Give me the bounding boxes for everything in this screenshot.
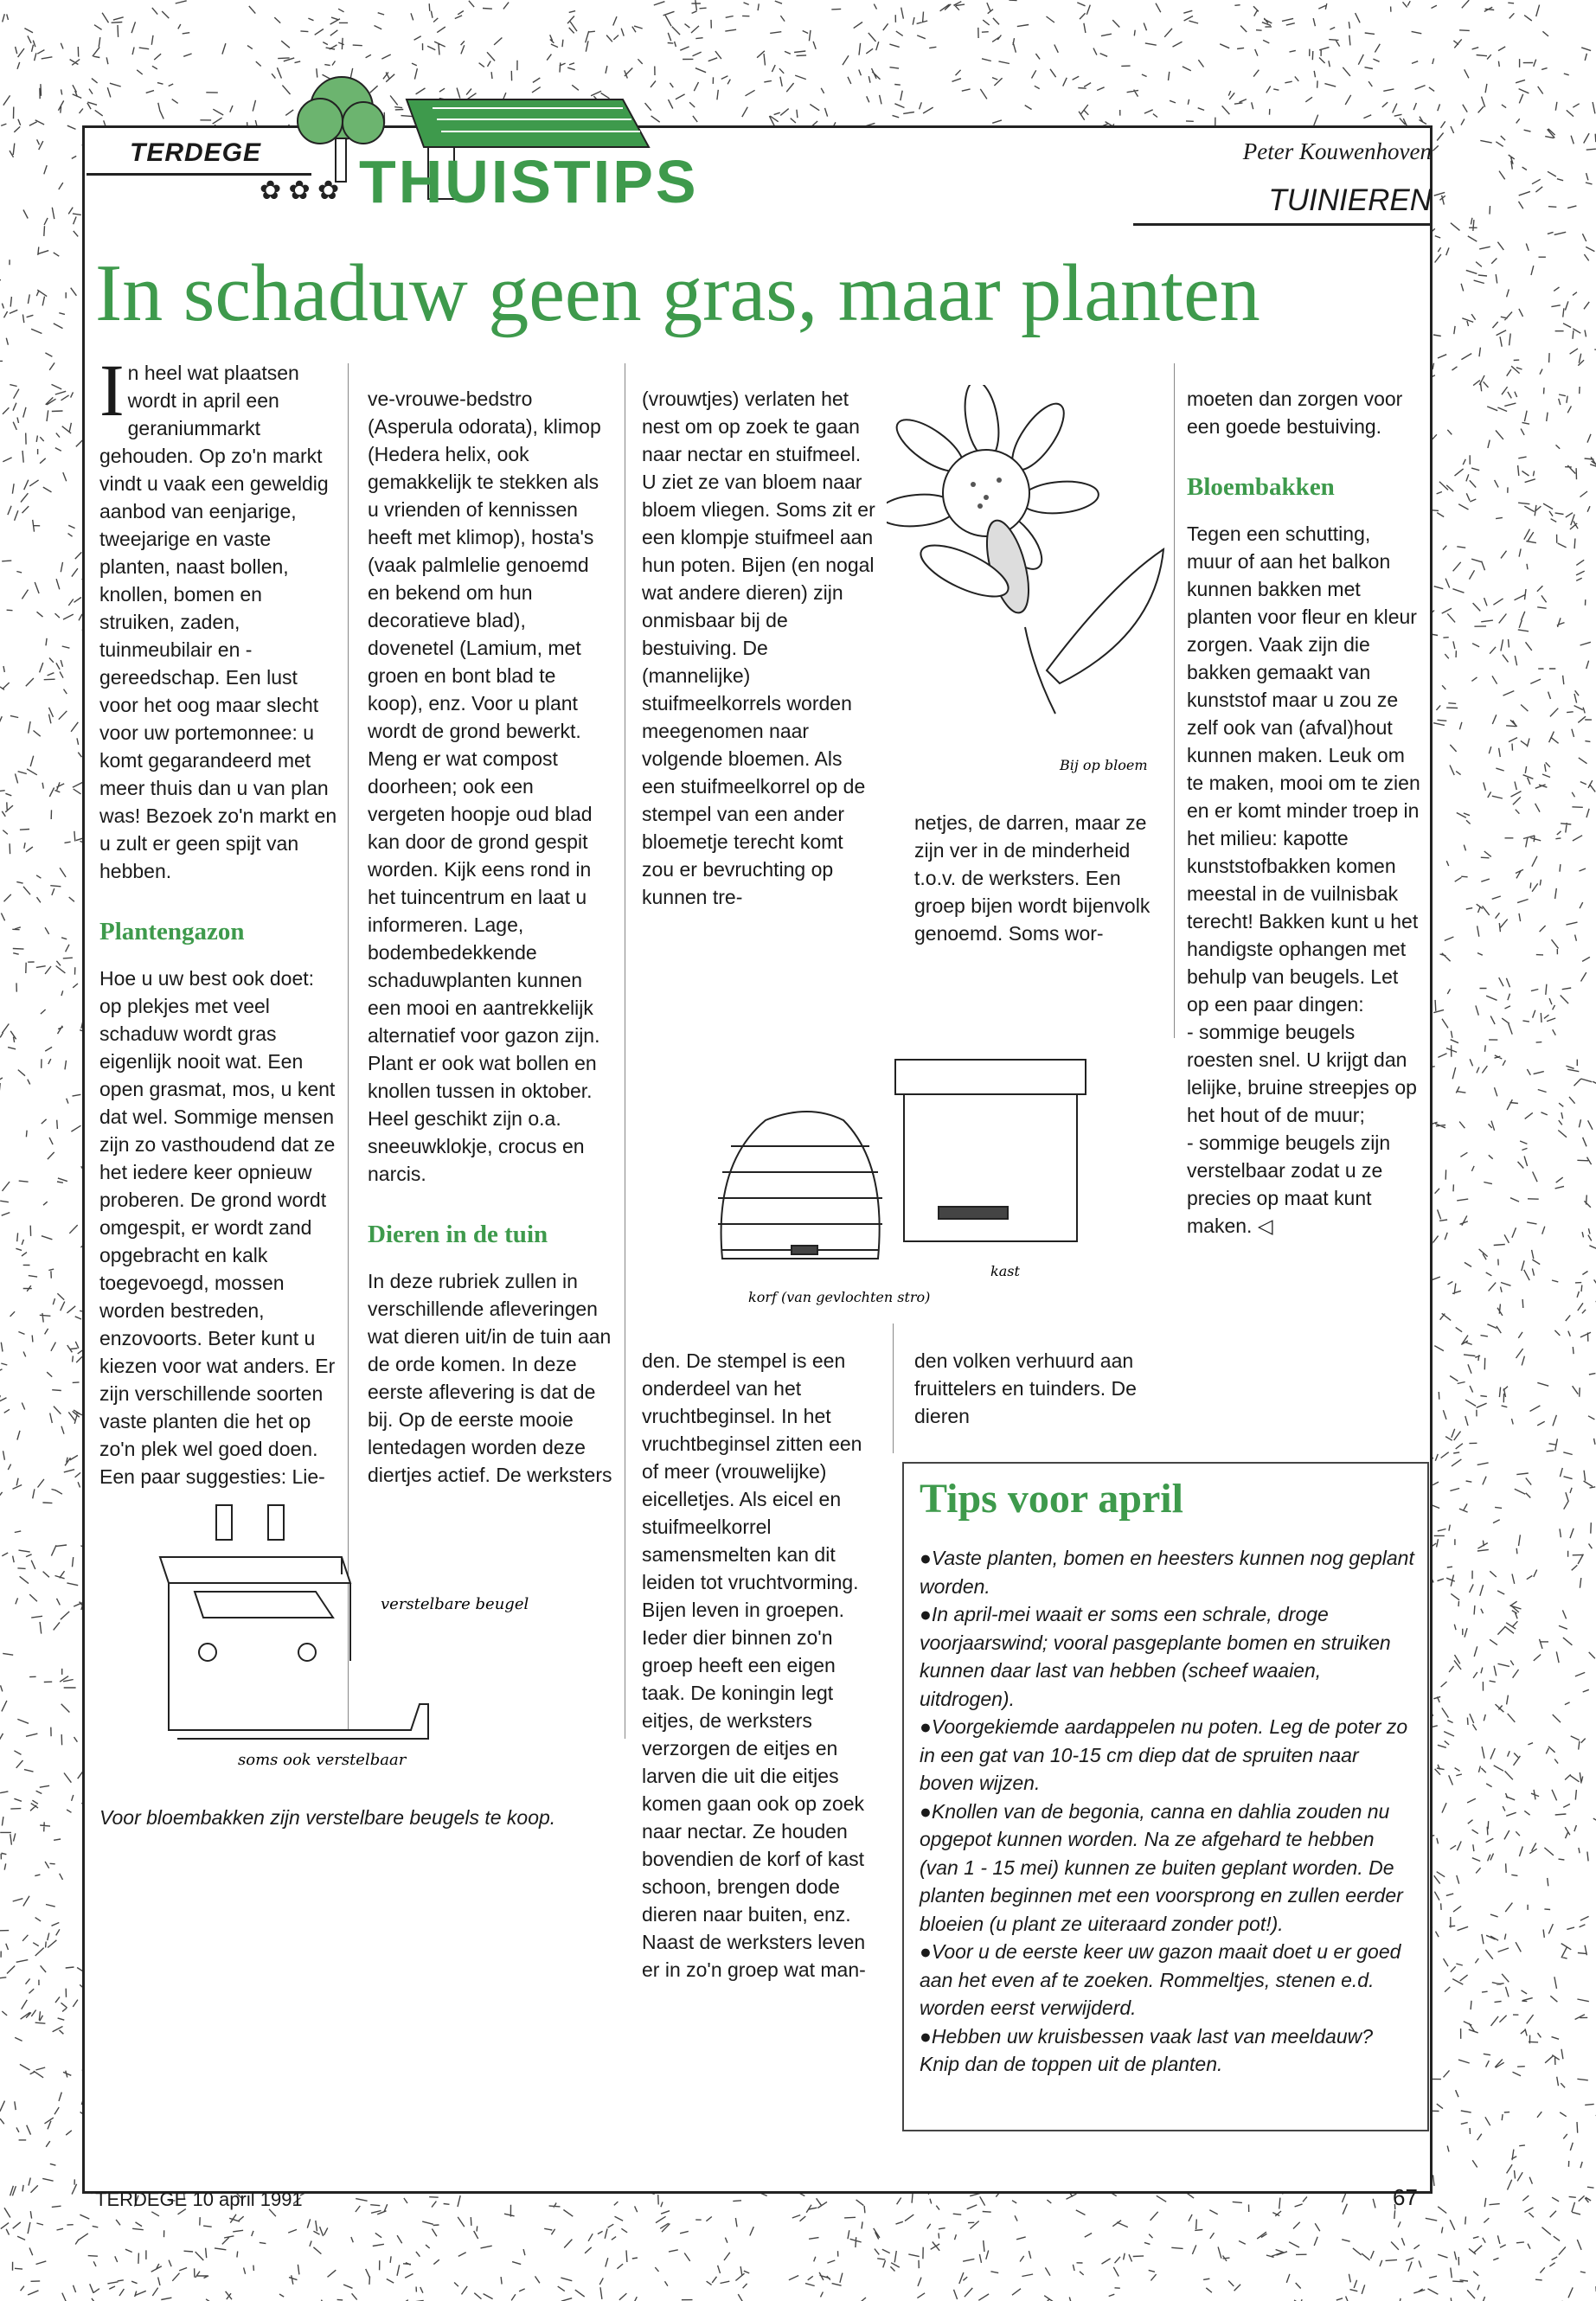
bees-paragraph-1: (vrouwtjes) verlaten het nest om op zoek te gaan naar nectar en stuifmeel. U ziet ze van bloem naar bloem vliegen. Soms zit er een klompje stuifmeel aan hun poten. Bijen (en nogal wat andere dieren) zijn onmisbaar bij de bestuiving. De (mannelijke) stuifmeelkorrels worden meegenomen naar volgende bloemen. Als een stuifmeelkorrel op de stempel van een ander bloemetje terecht komt zou er bevruchting op kunnen tre- bbox=[642, 388, 875, 908]
heading-dieren: Dieren in de tuin bbox=[368, 1221, 548, 1248]
bracket-illustration bbox=[143, 1488, 575, 1773]
tip-item: ●Knollen van de begonia, canna en dahlia zouden nu opgepot kunnen worden. Na ze afgehard te hebben (van 1 - 15 mei) kunnen ze buiten geplant worden. De planten beginnen met een voorsprong en zullen eerder bloeien (u plant ze uiteraard zonder pot!). bbox=[920, 1799, 1403, 1935]
drop-cap: I bbox=[99, 349, 125, 432]
column-rule bbox=[893, 1324, 894, 1453]
logo-title: THUISTIPS bbox=[359, 148, 699, 215]
tip-item: ●Vaste planten, bomen en heesters kunnen nog geplant worden. bbox=[920, 1547, 1414, 1598]
column-4-mid bbox=[914, 809, 1165, 947]
column-3-top bbox=[642, 385, 880, 911]
bracket-tip-1: - sommige beugels roesten snel. U krijgt dan lelijke, bruine streepjes op het hout of de muur; bbox=[1187, 1021, 1417, 1126]
bee-on-flower-illustration bbox=[887, 385, 1181, 792]
tips-list bbox=[920, 1544, 1417, 2079]
brand-name: TERDEGE bbox=[130, 138, 262, 167]
bracket-sketch-label-2: soms ook verstelbaar bbox=[238, 1751, 407, 1769]
heading-plantengazon: Plantengazon bbox=[99, 918, 245, 945]
tips-title: Tips voor april bbox=[920, 1476, 1183, 1522]
intro-paragraph: n heel wat plaatsen wordt in april een geraniummarkt gehouden. Op zo'n markt vindt u vaak een geweldig aanbod van eenjarige, tweejarige en vaste planten, naast bollen, knollen, bomen en struiken, zaden, tuinmeubilair en -gereedschap. Een lust voor het oog maar slecht voor uw portemonnee: u komt gegarandeerd met meer thuis dan u van plan was! Bezoek zo'n markt en u zult er geen spijt van hebben. bbox=[99, 362, 337, 882]
heading-bloembakken: Bloembakken bbox=[1187, 473, 1335, 501]
pollination-paragraph: moeten dan zorgen voor een goede bestuiving. bbox=[1187, 388, 1403, 438]
bracket-tip-2: - sommige beugels zijn verstelbaar zodat u ze precies op maat kunt maken. ◁ bbox=[1187, 1131, 1391, 1237]
column-3-bottom bbox=[642, 1347, 880, 1984]
hive-sketch-label: korf (van gevlochten stro) bbox=[748, 1289, 931, 1305]
column-5 bbox=[1187, 385, 1420, 1240]
bracket-caption: Voor bloembakken zijn verstelbare beugels te koop. bbox=[99, 1806, 556, 1829]
box-sketch-label: kast bbox=[990, 1263, 1020, 1279]
groundcover-paragraph: ve-vrouwe-bedstro (Asperula odorata), klimop (Hedera helix, ook gemakkelijk te stekken als u vrienden of kennissen heeft met klimop), hosta's (vaak palmlelie genoemd en bekend om hun decoratieve blad), dovenetel (Lamium, met groen en bont blad te koop), enz. Voor u plant wordt de grond bewerkt. Meng er wat compost doorheen; ook een vergeten hoopje oud blad kan door de grond gespit worden. Kijk eens rond in het tuincentrum en laat u informeren. Lage, bodembedekkende schaduwplanten kunnen een mooi en aantrekkelijk alternatief voor gazon zijn. Plant er ook wat bollen en knollen tussen in oktober. Heel geschikt zijn o.a. sneeuwklokje, crocus en narcis. bbox=[368, 388, 601, 1185]
page-number: 67 bbox=[1393, 2184, 1418, 2210]
tip-item: ●Voor u de eerste keer uw gazon maait doet u er goed aan het even af te zoeken. Rommeltjes, stenen e.d. worden eerst verwijderd. bbox=[920, 1940, 1401, 2019]
tip-item: ●Voorgekiemde aardappelen nu poten. Leg de poter zo in een gat van 10-15 cm diep dat de spruiten naar boven wijzen. bbox=[920, 1715, 1408, 1794]
plantengazon-paragraph: Hoe u uw best ook doet: op plekjes met veel schaduw wordt gras eigenlijk nooit wat. Een open grasmat, mos, u kent dat wel. Sommige mensen zijn zo vasthoudend dat ze het iedere keer opnieuw proberen. De grond wordt omgespit, er wordt zand opgebracht en kalk toegevoegd, mossen worden bestreden, enzovoorts. Beter kunt u kiezen voor wat anders. Er zijn verschillende soorten vaste planten die het op zo'n plek wel goed doen. Een paar suggesties: Lie- bbox=[99, 967, 336, 1488]
tip-item: ●Hebben uw kruisbessen vaak last van meeldauw? Knip dan de toppen uit de planten. bbox=[920, 2024, 1374, 2075]
column-2 bbox=[368, 385, 614, 1489]
author-name: Peter Kouwenhoven bbox=[1242, 138, 1432, 164]
bees-paragraph-2: den. De stempel is een onderdeel van het vruchtbeginsel. In het vruchtbeginsel zitten een of meer (vrouwelijke) eicelletjes. Als eicel en stuifmeelkorrel samensmelten kan dit leiden tot vruchtvorming. Bijen leven in groepen. Ieder dier binnen zo'n groep heeft een eigen taak. De koningin legt eitjes, de werksters verzorgen de eitjes en larven die uit die eitjes komen gaan ook op zoek naar nectar. Ze houden bovendien de korf of kast schoon, brengen dode dieren naar buiten, enz. Naast de werksters leven er in zo'n groep wat man- bbox=[642, 1349, 866, 1981]
column-4-bottom bbox=[914, 1347, 1165, 1430]
flower-sketch-label: Bij op bloem bbox=[1060, 757, 1148, 773]
rental-paragraph: den volken verhuurd aan fruittelers en tuinders. De dieren bbox=[914, 1349, 1137, 1427]
tip-item: ●In april-mei waait er soms een schrale, droge voorjaarswind; vooral pasgeplante bomen en struiken kunnen daar last van hebben (scheef waaien, uitdrogen). bbox=[920, 1603, 1391, 1710]
article-title: In schaduw geen gras, maar planten bbox=[95, 248, 1260, 338]
dieren-paragraph: In deze rubriek zullen in verschillende afleveringen wat dieren uit/in de tuin aan de orde komen. In deze eerste aflevering is dat de bij. Op de eerste mooie lentedagen worden deze diertjes actief. De werksters bbox=[368, 1270, 612, 1486]
beehive-illustration bbox=[705, 1042, 1112, 1319]
section-underline bbox=[1133, 223, 1432, 226]
drones-paragraph: netjes, de darren, maar ze zijn ver in de minderheid t.o.v. de werksters. Een groep bijen wordt bijenvolk genoemd. Soms wor- bbox=[914, 811, 1151, 945]
footer-publication: TERDEGE 10 april 1991 bbox=[95, 2189, 303, 2210]
bracket-sketch-label-1: verstelbare beugel bbox=[381, 1595, 529, 1613]
brand-underline bbox=[87, 173, 311, 176]
svg-text:✿ ✿ ✿: ✿ ✿ ✿ bbox=[260, 176, 340, 205]
column-1 bbox=[99, 349, 337, 1490]
section-name: TUINIEREN bbox=[1268, 183, 1432, 217]
bloembakken-paragraph: Tegen een schutting, muur of aan het balkon kunnen bakken met planten voor fleur en kleur zorgen. Vaak zijn die bakken gemaakt van kunststof maar u zou ze zelf ook van (afval)hout kunnen maken. Leuk om te maken, mooi om te zien en er komt minder troep in het milieu: kapotte kunststofbakken komen meestal in de vuilnisbak terecht! Bakken kunt u het handigste ophangen met behulp van beugels. Let op een paar dingen: bbox=[1187, 522, 1420, 1016]
